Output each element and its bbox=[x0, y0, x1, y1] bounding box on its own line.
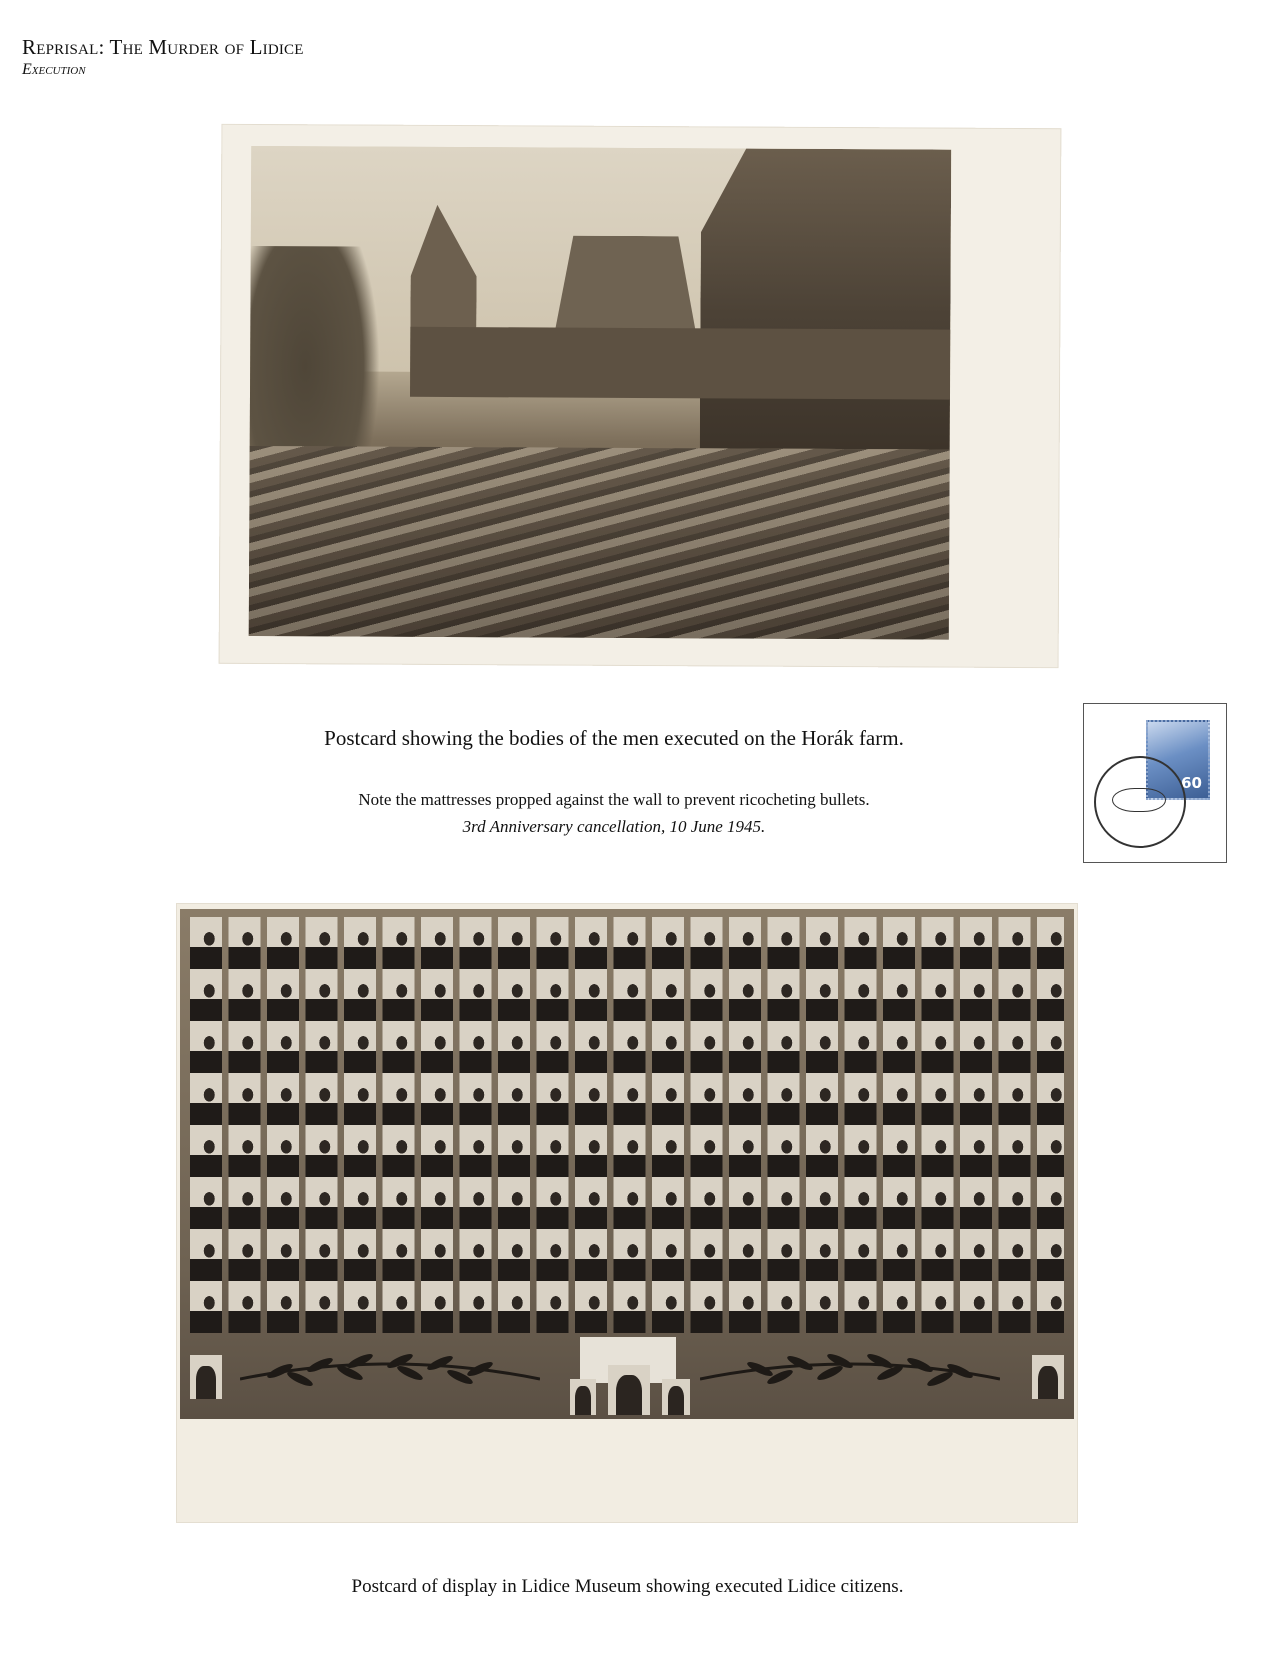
laurel-branch-left-icon bbox=[240, 1349, 540, 1389]
corner-portrait-right bbox=[1032, 1355, 1064, 1399]
postcard-top-caption: Postcard showing the bodies of the men executed on the Horák farm. bbox=[324, 726, 904, 750]
laurel-branch-right-icon bbox=[700, 1349, 1000, 1389]
postcard-museum-display bbox=[176, 903, 1078, 1523]
center-portraits bbox=[570, 1375, 690, 1415]
postcard-bottom-caption: Postcard of display in Lidice Museum showing executed Lidice citizens. bbox=[351, 1576, 904, 1597]
page-subtitle: Execution bbox=[22, 61, 86, 78]
center-portrait bbox=[608, 1365, 650, 1415]
center-portrait bbox=[662, 1379, 690, 1415]
photo-wall bbox=[410, 327, 950, 400]
photo-field bbox=[249, 446, 950, 640]
page-title: Reprisal: The Murder of Lidice bbox=[22, 35, 304, 59]
execution-photo bbox=[249, 146, 952, 640]
postcard-execution-photo bbox=[219, 124, 1062, 668]
cancellation-postmark bbox=[1094, 756, 1186, 848]
page-header bbox=[22, 34, 304, 80]
corner-portrait-left bbox=[190, 1355, 222, 1399]
museum-display-board bbox=[180, 909, 1074, 1419]
note-line-1: Note the mattresses propped against the wall to prevent ricocheting bullets. bbox=[358, 790, 870, 809]
portrait-grid bbox=[190, 917, 1064, 1333]
stamp-value: 60 bbox=[1181, 774, 1202, 792]
note-line-2: 3rd Anniversary cancellation, 10 June 1945. bbox=[462, 817, 766, 836]
stamp-cover bbox=[1083, 703, 1227, 863]
center-portrait bbox=[570, 1379, 596, 1415]
postmark-date-ring bbox=[1112, 788, 1166, 812]
photo-barn bbox=[700, 148, 952, 449]
postcard-top-note bbox=[0, 786, 1228, 840]
